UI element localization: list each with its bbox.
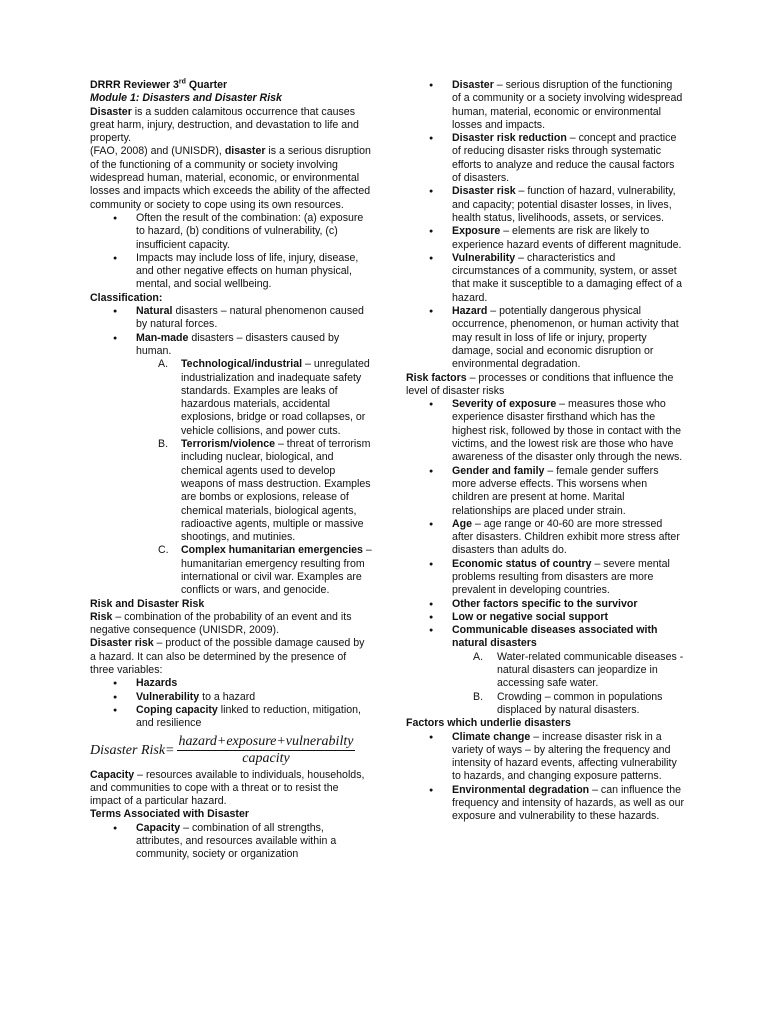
risk-definition: Risk – combination of the probability of an event and its negative consequence (UNISDR, 2009). bbox=[90, 610, 352, 637]
capacity-definition: Capacity – resources available to individuals, households, and communities to cope with a threat or to resist the impact of a particular hazard. bbox=[90, 768, 365, 808]
formula-fraction bbox=[177, 734, 356, 767]
terms-heading: Terms Associated with Disaster bbox=[90, 808, 249, 821]
disease-item: A. Water-related communicable diseases - natural disasters can jeopardize in accessing safe water. bbox=[473, 650, 684, 690]
list-item-manmade: ● Man-made disasters – disasters caused by human. bbox=[90, 332, 372, 359]
list-item: ● Hazard – potentially dangerous physical occurrence, phenomenon, or human activity that may result in loss of life or injury, property damage, social and economic disruption or environmental degradation. bbox=[406, 305, 684, 371]
module-heading: Module 1: Disasters and Disaster Risk bbox=[90, 92, 282, 105]
disaster-risk-formula bbox=[90, 735, 372, 767]
unisdr-definition: (FAO, 2008) and (UNISDR), disaster is a serious disruption of the functioning of a community or society involving widespread human, material, economic, or environmental losses and impacts which exceeds the ability of the affected community or society to cope using its own resources. bbox=[90, 145, 371, 211]
risk-heading: Risk and Disaster Risk bbox=[90, 597, 205, 610]
subtype-item: C. Complex humanitarian emergencies – humanitarian emergency resulting from international or civil war. Examples are conflicts or wars, and genocide. bbox=[158, 544, 372, 597]
list-item: ● Economic status of country – severe mental problems resulting from disasters are more prevalent in developing countries. bbox=[406, 558, 684, 598]
list-item: ● Communicable diseases associated with natural disasters bbox=[406, 624, 684, 651]
formula-denominator: capacity bbox=[242, 751, 290, 767]
list-item: ● Age – age range or 40-60 are more stressed after disasters. Children exhibit more stress after disasters than adults do. bbox=[406, 518, 684, 558]
list-item: ● Vulnerability – characteristics and circumstances of a community, system, or asset that make it susceptible to a damaging effect of a hazard. bbox=[406, 252, 684, 305]
list-item-natural: ● Natural disasters – natural phenomenon caused by natural forces. bbox=[90, 305, 372, 332]
list-item: ● Exposure – elements are risk are likely to experience hazard events of different magnitude. bbox=[406, 225, 684, 252]
subtype-item: B. Terrorism/violence – threat of terrorism including nuclear, biological, and chemical agents used to develop weapons of mass destruction. Examples are bombs or explosions, release of chemical materials, biological agents, radioactive agents, multiple or massive shootings, and mutinies. bbox=[158, 438, 371, 544]
list-item: ● Disaster risk – function of hazard, vulnerability, and capacity; potential disaster losses, in lives, health status, livelihoods, assets, or services. bbox=[406, 185, 684, 225]
left-column bbox=[90, 79, 372, 862]
list-item: ● Gender and family – female gender suffers more adverse effects. This worsens when children are present at home. Marital relationships are placed under strain. bbox=[406, 465, 684, 518]
list-item: ● Hazards bbox=[90, 677, 372, 690]
disaster-risk-definition: Disaster risk – product of the possible damage caused by a hazard. It can also be determined by the presence of three variables: bbox=[90, 637, 365, 677]
disaster-definition: Disaster is a sudden calamitous occurrence that causes great harm, injury, destruction, and devastation to life and property. bbox=[90, 105, 359, 145]
list-item: ● Severity of exposure – measures those who experience disaster firsthand which has the highest risk, followed by those in contact with the victims, and the lowest risk are those who have awareness of the disaster only through the news. bbox=[406, 398, 684, 464]
underlie-heading: Factors which underlie disasters bbox=[406, 717, 571, 730]
list-item: ● Low or negative social support bbox=[406, 611, 684, 624]
list-item: ● Climate change – increase disaster risk in a variety of ways – by altering the frequency and intensity of hazard events, affecting vulnerability to hazards, and changing exposure patterns. bbox=[406, 731, 684, 784]
list-item: ● Coping capacity linked to reduction, mitigation, and resilience bbox=[90, 704, 372, 731]
risk-factors-definition: Risk factors – processes or conditions that influence the level of disaster risks bbox=[406, 371, 674, 397]
list-item: ● Capacity – combination of all strengths, attributes, and resources available within a community, society or organization bbox=[90, 822, 372, 862]
classification-heading: Classification: bbox=[90, 291, 163, 304]
list-item: ● Impacts may include loss of life, injury, disease, and other negative effects on human physical, mental, and social wellbeing. bbox=[90, 252, 372, 292]
list-item: ● Disaster – serious disruption of the functioning of a community or a society involving widespread human, material, economic or environmental losses and impacts. bbox=[406, 79, 684, 132]
formula-lhs: Disaster Risk= bbox=[90, 742, 175, 758]
list-item: ● Environmental degradation – can influence the frequency and intensity of hazards, as well as our exposure and vulnerability to these hazards. bbox=[406, 784, 684, 824]
document-title: DRRR Reviewer 3rd Quarter bbox=[90, 78, 228, 91]
list-item: ● Other factors specific to the survivor bbox=[406, 598, 684, 611]
disease-item: B. Crowding – common in populations displaced by natural disasters. bbox=[473, 690, 663, 716]
right-column bbox=[406, 79, 684, 824]
formula-numerator: hazard+exposure+vulnerabilty bbox=[178, 734, 354, 750]
list-item: ● Vulnerability to a hazard bbox=[90, 691, 372, 704]
list-item: ● Often the result of the combination: (a) exposure to hazard, (b) conditions of vulnerability, (c) insufficient capacity. bbox=[90, 212, 372, 252]
subtype-item: A. Technological/industrial – unregulated industrialization and inadequate safety standards. Examples are leaks of hazardous materials, accidental explosions, bridge or road collapses, or vehicle collisions, and power cuts. bbox=[158, 358, 370, 437]
list-item: ● Disaster risk reduction – concept and practice of reducing disaster risks through systematic efforts to analyze and reduce the causal factors of disasters. bbox=[406, 132, 684, 185]
